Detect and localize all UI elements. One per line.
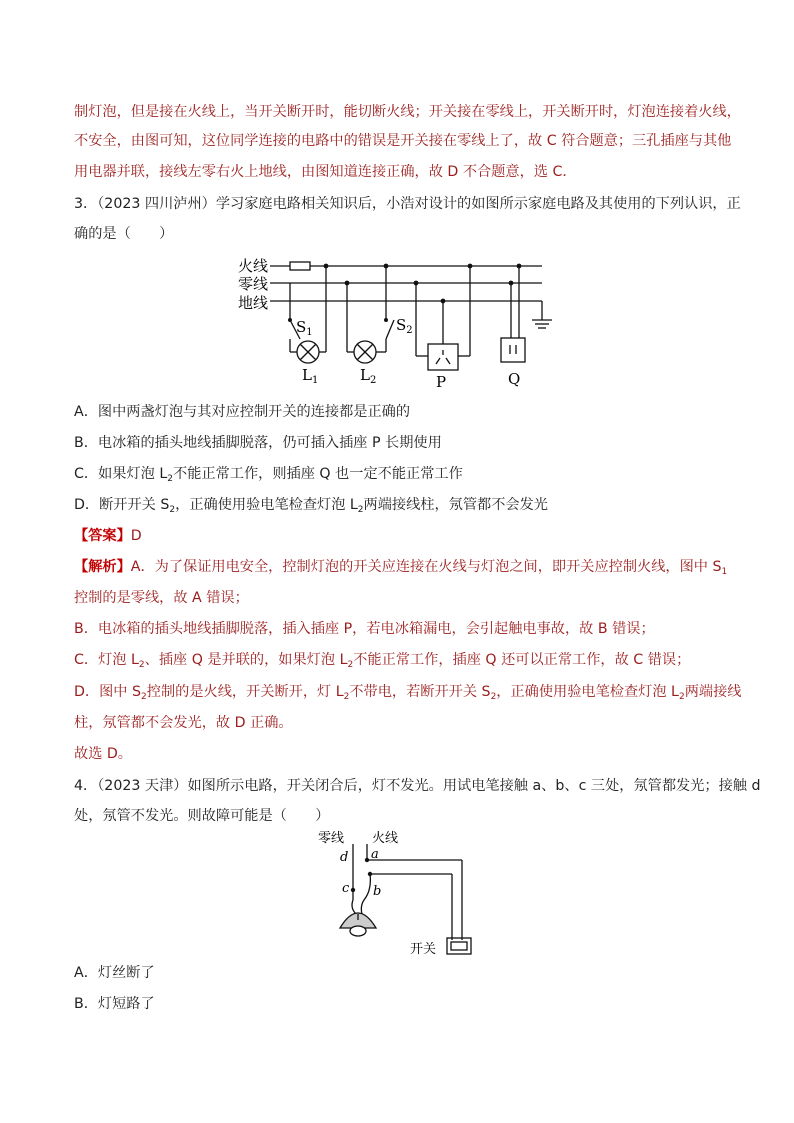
question-4-line-2: 处，氖管不发光。则故障可能是（ ） (74, 808, 330, 824)
ground-wire-label: 地线 (238, 294, 269, 312)
explanation-line-1: 制灯泡，但是接在火线上，当开关断开时，能切断火线；开关接在零线上，开关断开时，灯泡连接着火线， (74, 104, 741, 120)
question-4-line-1: 4．（2023 天津）如图所示电路，开关闭合后，灯不发光。用试电笔接触 a、b、c 三处，氖管都发光；接触 d (74, 778, 761, 794)
q3-explanation-c: C．灯泡 $L_2$、插座 Q 是并联的，如果灯泡 $L_2$不能正常工作，插座 Q 还可以正常工作，故 C 错误； (74, 652, 691, 670)
socket-p-label: P (436, 373, 447, 391)
explanation-line-2: 不安全，由图可知，这位同学连接的电路中的错误是开关接在零线上了，故 C 符合题意；三孔插座与其他 (74, 133, 732, 149)
neutral-label: 零线 (318, 831, 345, 846)
q3-conclusion: 故选 D。 (74, 746, 132, 762)
question-3-line-2: 确的是（ ） (74, 226, 174, 242)
q3-answer: 【答案】D (74, 528, 142, 544)
q4-option-a: A．灯丝断了 (74, 965, 155, 981)
point-a-label: a (371, 847, 379, 862)
neutral-wire-label: 零线 (238, 275, 269, 293)
lamp-l1-label: $L_1$ (302, 366, 319, 386)
live-wire-label: 火线 (238, 257, 269, 275)
point-b-label: b (373, 884, 382, 899)
q3-option-b: B．电冰箱的插头地线插脚脱落，仍可插入插座 P 长期使用 (74, 435, 442, 451)
q3-explanation-d-line-2: 柱，氖管都不会发光，故 D 正确。 (74, 715, 293, 731)
point-d-label: d (340, 850, 349, 865)
q3-option-a: A．图中两盏灯泡与其对应控制开关的连接都是正确的 (74, 404, 411, 420)
q3-option-d: D．断开开关 $S_2$，正确使用验电笔检查灯泡 $L_2$两端接线柱，氖管都不会发光 (74, 497, 548, 515)
lamp-circuit-figure (300, 830, 490, 962)
lamp-l2-label: $L_2$ (360, 366, 377, 386)
q4-option-b: B．灯短路了 (74, 996, 155, 1012)
explanation-line-3: 用电器并联，接线左零右火上地线，由图知道连接正确，故 D 不合题意，选 C． (74, 164, 577, 180)
q3-option-c: C．如果灯泡 $L_2$不能正常工作，则插座 Q 也一定不能正常工作 (74, 466, 463, 484)
q3-explanation-a-line-1: 【解析】A．为了保证用电安全，控制灯泡的开关应连接在火线与灯泡之间，即开关应控制火线，图中 $S_1$ (74, 559, 728, 577)
point-c-label: c (342, 881, 350, 896)
live-label: 火线 (372, 831, 399, 846)
question-3-line-1: 3．（2023 四川泸州）学习家庭电路相关知识后，小浩对设计的如图所示家庭电路及其使用的下列认识，正 (74, 196, 741, 212)
q3-explanation-b: B．电冰箱的插头地线插脚脱落，插入插座 P，若电冰箱漏电，会引起触电事故，故 B 错误； (74, 621, 655, 637)
switch-s1-label: $S_1$ (296, 318, 313, 338)
q3-explanation-d-line-1: D．图中 $S_2$控制的是火线，开关断开，灯 $L_2$不带电，若断开开关 $S_2$，正确使用验电笔检查灯泡 $L_2$两端接线 (74, 684, 742, 702)
household-circuit-figure (230, 250, 560, 392)
q3-explanation-a-line-2: 控制的是零线，故 A 错误； (74, 590, 249, 606)
socket-q-label: Q (508, 370, 521, 388)
switch-label: 开关 (410, 942, 437, 957)
switch-s2-label: $S_2$ (396, 316, 413, 336)
